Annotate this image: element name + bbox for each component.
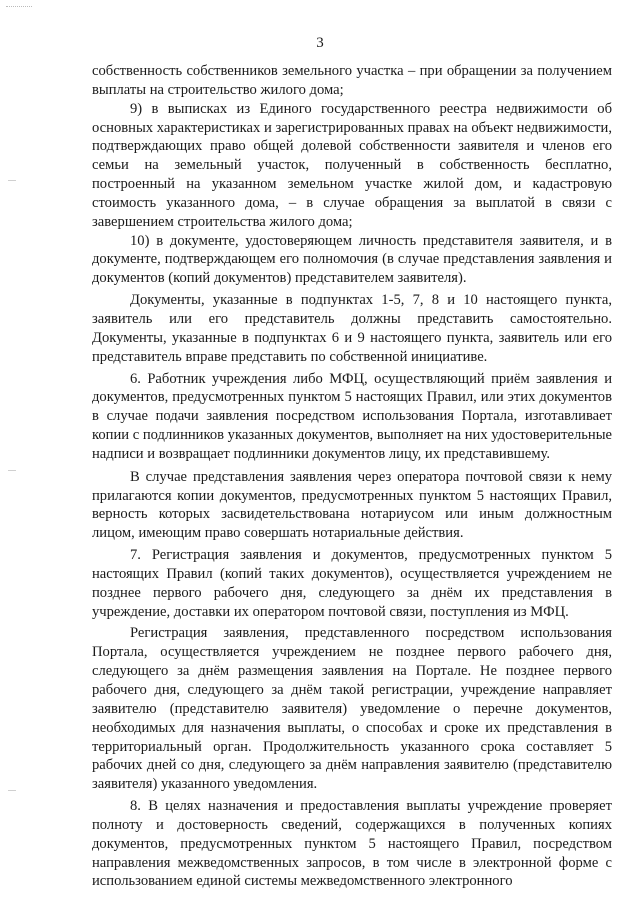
- document-body: [92, 62, 612, 891]
- paragraph-item-9: 9) в выписках из Единого государственного реестра недвижимости об основных характеристиках и зарегистрированных правах на объект недвижимости, подтверждающих право общей долевой собственности заявителя и членов его семьи на земельный участок, полученный в собственность бесплатно, построенный на указанном земельном участке жилой дом, и кадастровую стоимость указанного дома, – в случае обращения за выплатой в связи с завершением строительства жилого дома;: [92, 100, 612, 230]
- paragraph-continuation: собственность собственников земельного участка – при обращении за получением выплаты на строительство жилого дома;: [92, 63, 612, 98]
- scan-corner-mark: [6, 6, 32, 8]
- page-number: 3: [316, 35, 324, 51]
- paragraph-point-8: 8. В целях назначения и предоставления выплаты учреждение проверяет полноту и достоверность сведений, содержащихся в полученных копиях документов, предусмотренных пунктом 5 настоящего Правил, посредством направления межведомственных запросов, в том числе в электронной форме с использованием единой системы межведомственного электронного: [92, 798, 612, 890]
- paragraph-portal-registration: Регистрация заявления, представленного посредством использования Портала, осуществляется учреждением не позднее первого рабочего дня, следующего за днём размещения заявления на Портале. Не позднее первого рабочего дня, следующего за днём такой регистрации, учреждение направляет заявителю (представителю заявителя) уведомление о перечне документов, необходимых для назначения выплаты, о способах и сроке их представления в территориальный орган. Продолжительность указанного срока составляет 5 рабочих дней со дня, следующего за днём направления заявителю (представителю заявителя) указанного уведомления.: [92, 625, 612, 793]
- paragraph-documents-note: Документы, указанные в подпунктах 1-5, 7, 8 и 10 настоящего пункта, заявитель или его представитель должны представить самостоятельно. Документы, указанные в подпунктах 6 и 9 настоящего пункта, заявитель или его представитель вправе представить по собственной инициативе.: [92, 292, 612, 365]
- paragraph-item-10: 10) в документе, удостоверяющем личность представителя заявителя, и в документе, подтверждающем его полномочия (в случае представления заявления и документов (копий документов) представителем заявителя).: [92, 232, 612, 287]
- paragraph-point-6: 6. Работник учреждения либо МФЦ, осуществляющий приём заявления и документов, предусмотренных пунктом 5 настоящих Правил, или этих документов в случае подачи заявления посредством использования Портала, изготавливает копии с подлинников указанных документов, выполняет на них удостоверительные надписи и возвращает подлинники документов лицу, их представившему.: [92, 370, 612, 462]
- scan-margin-mark: [8, 470, 16, 471]
- paragraph-point-7: 7. Регистрация заявления и документов, предусмотренных пунктом 5 настоящих Правил (копий таких документов), осуществляется учреждением не позднее первого рабочего дня, следующего за днём их представления в учреждение, доставки их оператором почтовой связи, поступления из МФЦ.: [92, 547, 612, 620]
- paragraph-postal-submission: В случае представления заявления через оператора почтовой связи к нему прилагаются копии документов, предусмотренных пунктом 5 настоящих Правил, верность которых засвидетельствована нотариусом или иным должностным лицом, имеющим право совершать нотариальные действия.: [92, 468, 612, 542]
- scan-margin-mark: [8, 790, 16, 791]
- scan-margin-mark: [8, 180, 16, 181]
